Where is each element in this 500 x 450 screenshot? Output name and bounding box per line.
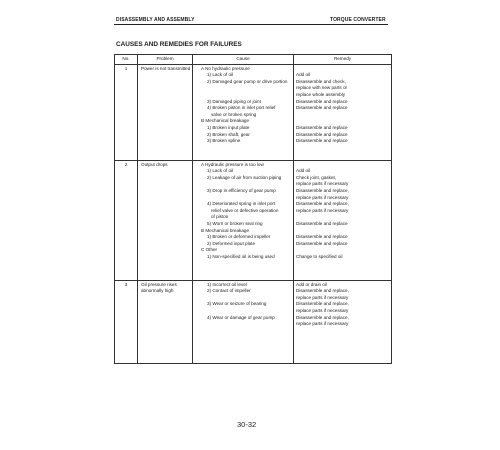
cause-line xyxy=(195,92,291,99)
remedy-line: Disassemble and replace, xyxy=(296,201,349,207)
remedy-line: replace parts if necessary xyxy=(296,207,349,213)
remedy-line: Disassemble and replace xyxy=(296,220,348,226)
cause-line: 4) Broken piston in inlet port relief xyxy=(207,105,276,111)
cause-line: 1) Broken or deformed impeller xyxy=(207,234,271,240)
remedy-line: Add oil xyxy=(296,168,311,174)
remedy-line: Disassemble and replace, xyxy=(296,314,349,320)
remedy-cell xyxy=(294,160,392,280)
row-number: 2 xyxy=(115,160,138,280)
remedy-line xyxy=(296,118,389,125)
remedy-line: Add or drain oil xyxy=(296,281,327,287)
cause-line: 4) Wear or damage of gear pump xyxy=(207,314,275,320)
cause-cell xyxy=(193,280,294,363)
table-header-row xyxy=(115,55,392,65)
cause-line: 2) Deformed input plate xyxy=(207,240,256,246)
problem-line: abnormally high xyxy=(141,288,174,294)
remedy-line: Disassemble and replace xyxy=(296,124,348,130)
problem-line: Output drops xyxy=(141,161,168,167)
cause-line xyxy=(195,85,291,92)
remedy-line: Disassemble and replace xyxy=(296,240,348,246)
remedy-line: Disassemble and check, xyxy=(296,78,346,84)
remedy-line: Disassemble and replace, xyxy=(296,187,349,193)
remedy-line: Disassemble and replace xyxy=(296,98,348,104)
remedy-line: replace whole assembly xyxy=(296,91,346,97)
cause-line: 4) Deteriorated spring in inlet port xyxy=(207,201,276,207)
remedy-line xyxy=(296,214,389,221)
remedy-line: Disassemble and replace, xyxy=(296,301,349,307)
table-body xyxy=(115,64,392,363)
row-number: 1 xyxy=(115,64,138,160)
column-header-cause: Cause xyxy=(193,55,294,65)
cause-line: 1) Non-specified oil is being used xyxy=(207,253,275,259)
problem-cell xyxy=(138,280,193,363)
cause-line: 2) Leakage of air from suction piping xyxy=(207,174,282,180)
cause-line: 2) Contact of impeller xyxy=(207,288,251,294)
header-rule xyxy=(114,24,388,25)
problem-line: Power is not transmitted xyxy=(141,65,190,71)
column-header-no: No. xyxy=(115,55,138,65)
problem-line: Oil pressure rises xyxy=(141,281,177,287)
cause-line: B Mechanical breakage xyxy=(201,227,250,233)
remedy-line: Change to specified oil xyxy=(296,253,343,259)
failure-table xyxy=(114,54,392,364)
cause-line: 2) Damaged gear pump or drive portion xyxy=(207,78,288,84)
remedy-line: Disassemble and replace xyxy=(296,131,348,137)
remedy-line xyxy=(296,228,389,235)
table-row xyxy=(115,64,392,160)
cause-line: B Mechanical breakage xyxy=(201,118,250,124)
remedy-line: replace parts if necessary xyxy=(296,307,349,313)
remedy-line: replace parts if necessary xyxy=(296,294,349,300)
cause-line: relief valve or defective operation xyxy=(211,207,279,213)
cause-line xyxy=(195,295,291,302)
cause-line xyxy=(195,195,291,202)
remedy-line: Disassemble and replace xyxy=(296,105,348,111)
table-row xyxy=(115,280,392,363)
cause-line: C Other xyxy=(201,247,218,253)
page-number: 30-32 xyxy=(237,420,257,429)
problem-cell xyxy=(138,64,193,160)
cause-line: 1) Lack of oil xyxy=(207,72,234,78)
cause-cell xyxy=(193,160,294,280)
header-component-title: TORQUE CONVERTER xyxy=(330,17,386,23)
remedy-line xyxy=(296,66,389,73)
cause-line: 2) Broken shaft, gear xyxy=(207,131,250,137)
remedy-line: replace parts if necessary xyxy=(296,194,349,200)
remedy-line: Disassemble and replace, xyxy=(296,288,349,294)
column-header-remedy: Remedy xyxy=(294,55,392,65)
header-section-title: DISASSEMBLY AND ASSEMBLY xyxy=(116,17,195,23)
remedy-cell xyxy=(294,64,392,160)
problem-cell xyxy=(138,160,193,280)
cause-line: valve or broken spring xyxy=(211,111,257,117)
column-header-problem: Problem xyxy=(138,55,193,65)
remedy-line: Add oil xyxy=(296,72,311,78)
cause-line: 1) Incorrect oil level xyxy=(207,281,247,287)
cause-line: of piston xyxy=(211,214,229,220)
cause-line: A No hydraulic pressure xyxy=(201,65,250,71)
remedy-line: replace with new parts or xyxy=(296,85,348,91)
cause-line: 1) Lack of oil xyxy=(207,168,234,174)
cause-line: 3) Wear or seizure of bearing xyxy=(207,301,267,307)
remedy-line xyxy=(296,112,389,119)
cause-line: 3) Drop in efficiency of gear pump xyxy=(207,187,276,193)
remedy-line: replace parts if necessary xyxy=(296,181,349,187)
cause-line: A Hydraulic pressure is too low xyxy=(201,161,264,167)
cause-line: 3) Broken spline xyxy=(207,138,241,144)
row-number: 3 xyxy=(115,280,138,363)
cause-cell xyxy=(193,64,294,160)
remedy-cell xyxy=(294,280,392,363)
remedy-line: Disassemble and replace xyxy=(296,138,348,144)
remedy-line xyxy=(296,247,389,254)
remedy-line xyxy=(296,162,389,169)
cause-line xyxy=(195,308,291,315)
section-title: CAUSES AND REMEDIES FOR FAILURES xyxy=(116,41,242,48)
cause-line: 5) Worn or broken seal ring xyxy=(207,220,263,226)
remedy-line: Check joint, gasket, xyxy=(296,174,337,180)
cause-line: 1) Broken input plate xyxy=(207,124,250,130)
table-row xyxy=(115,160,392,280)
remedy-line: replace parts if necessary xyxy=(296,321,349,327)
cause-line: 3) Damaged piping or joint xyxy=(207,98,261,104)
remedy-line: Disassemble and replace xyxy=(296,234,348,240)
cause-line xyxy=(195,181,291,188)
